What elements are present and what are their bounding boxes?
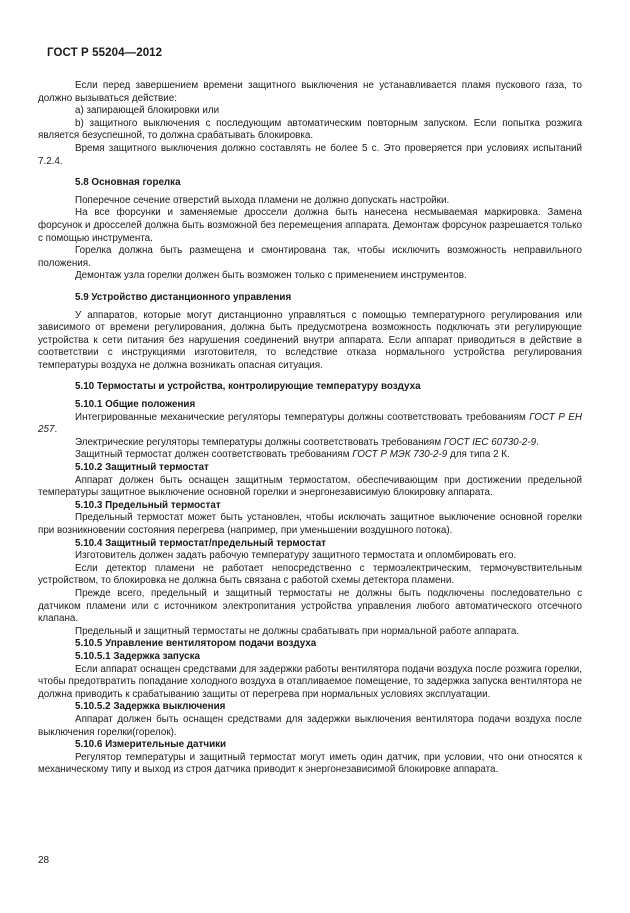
document-body (38, 80, 582, 777)
document-header: ГОСТ Р 55204—2012 (47, 47, 163, 59)
paragraph: Если перед завершением времени защитного выключения не устанавливается пламя пускового газа, то должно вызываться действие: (38, 80, 582, 104)
paragraph: Аппарат должен быть оснащен защитным термостатом, обеспечивающим при достижении предельной температуры защитное выключение основной горелки и энергонезависимую блокировку аппарата. (38, 474, 582, 499)
paragraph: Аппарат должен быть оснащен средствами для задержки выключения вентилятора подачи воздуха после выключения горелки(горелок). (38, 713, 582, 738)
subsection-heading-5-10-3: 5.10.3 Предельный термостат (75, 499, 221, 511)
standard-reference: ГОСТ Р ЕН 257 (38, 411, 582, 436)
paragraph-text: Интегрированные механические регуляторы температуры должны соответствовать требованиям (75, 411, 526, 423)
paragraph: Если детектор пламени не работает непосредственно с термоэлектрическим, термочувствительным устройством, то блокировка не должна быть связана с работой схемы детектора пламени. (38, 562, 582, 587)
standard-reference: ГОСТ Р МЭК 730-2-9 (352, 449, 448, 461)
subsection-heading-5-10-2: 5.10.2 Защитный термостат (75, 462, 209, 474)
paragraph (38, 437, 582, 450)
paragraph-text: Электрические регуляторы температуры должны соответствовать требованиям (75, 436, 442, 448)
section-heading-5-8: 5.8 Основная горелка (75, 177, 181, 189)
paragraph: Регулятор температуры и защитный термостат могут иметь один датчик, при условии, что они относятся к механическому типу и выход из строя датчика приводит к энергонезависимой блокировке аппарата. (38, 751, 582, 776)
page-number: 28 (38, 855, 50, 866)
subsection-heading-5-10-6: 5.10.6 Измерительные датчики (75, 739, 227, 751)
paragraph (38, 412, 582, 437)
paragraph: Предельный и защитный термостаты не должны срабатывать при нормальной работе аппарата. (75, 625, 520, 637)
paragraph: У аппаратов, которые могут дистанционно управляться с помощью температурного регулирования или зависимого от времени регулирования, должна быть предусмотрена возможность подключать эти регулирующие устройства к сети питания без нарушения соединений внутри аппарата. Если аппарат приводиться в действие в соответствии с инструкциями изготовителя, то вследствие отказа нормального устройства регулирования температуры воздуха не должна возникать опасная ситуация. (38, 309, 582, 371)
paragraph-text: для типа 2 К. (449, 449, 510, 461)
paragraph: Прежде всего, предельный и защитный термостаты не должны быть подключены последовательно с датчиком пламени или с источником электропитания устройства управления любого автоматического отсечного клапана. (38, 587, 582, 625)
standard-reference: ГОСТ IEC 60730-2-9 (443, 436, 537, 448)
subsection-heading-5-10-4: 5.10.4 Защитный термостат/предельный термостат (75, 537, 327, 549)
punctuation: . (54, 424, 58, 436)
paragraph: Изготовитель должен задать рабочую температуру защитного термостата и опломбировать его. (75, 550, 517, 562)
section-heading-5-9: 5.9 Устройство дистанционного управления (75, 291, 292, 303)
list-item-b: b) защитного выключения с последующим автоматическим повторным запуском. Если попытка розжига является безуспешной, то должна срабатывать блокировка. (38, 117, 582, 142)
punctuation: . (536, 436, 539, 448)
paragraph: Горелка должна быть размещена и смонтирована так, чтобы исключить возможность неправильного положения. (38, 245, 582, 269)
paragraph: На все форсунки и заменяемые дроссели должна быть нанесена несмываемая маркировка. Замена форсунок и дросселей должна быть возможной без перемещения аппарата. Демонтаж форсунок разрешается только с помощью инструмента. (38, 207, 582, 244)
paragraph: Время защитного выключения должно составлять не более 5 с. Это проверяется при условиях испытаний 7.2.4. (38, 142, 582, 167)
paragraph: Демонтаж узла горелки должен быть возможен только с применением инструментов. (75, 270, 467, 282)
subsection-heading-5-10-5-1: 5.10.5.1 Задержка запуска (75, 650, 200, 662)
paragraph: Поперечное сечение отверстий выхода пламени не должно допускать настройки. (75, 194, 450, 206)
subsection-heading-5-10-1: 5.10.1 Общие положения (75, 399, 196, 411)
subsection-heading-5-10-5-2: 5.10.5.2 Задержка выключения (75, 701, 226, 713)
paragraph: Предельный термостат может быть установлен, чтобы исключать защитное выключение основной горелки при возникновении состояния перегрева (например, при уменьшении воздушного потока). (38, 512, 582, 536)
paragraph-text: Защитный термостат должен соответствовать требованиям (75, 449, 350, 461)
list-item-a: a) запирающей блокировки или (75, 105, 220, 117)
section-heading-5-10: 5.10 Термостаты и устройства, контролирующие температуру воздуха (75, 381, 421, 393)
paragraph (38, 449, 582, 462)
subsection-heading-5-10-5: 5.10.5 Управление вентилятором подачи воздуха (75, 638, 317, 650)
paragraph: Если аппарат оснащен средствами для задержки работы вентилятора подачи воздуха после розжига горелки, чтобы предотвратить попадание холодного воздуха в отапливаемое помещение, то задержка запуска вентилятора не должна приводить к срабатыванию защиты от перегрева при нормальных условиях эксплуатации. (38, 663, 582, 700)
